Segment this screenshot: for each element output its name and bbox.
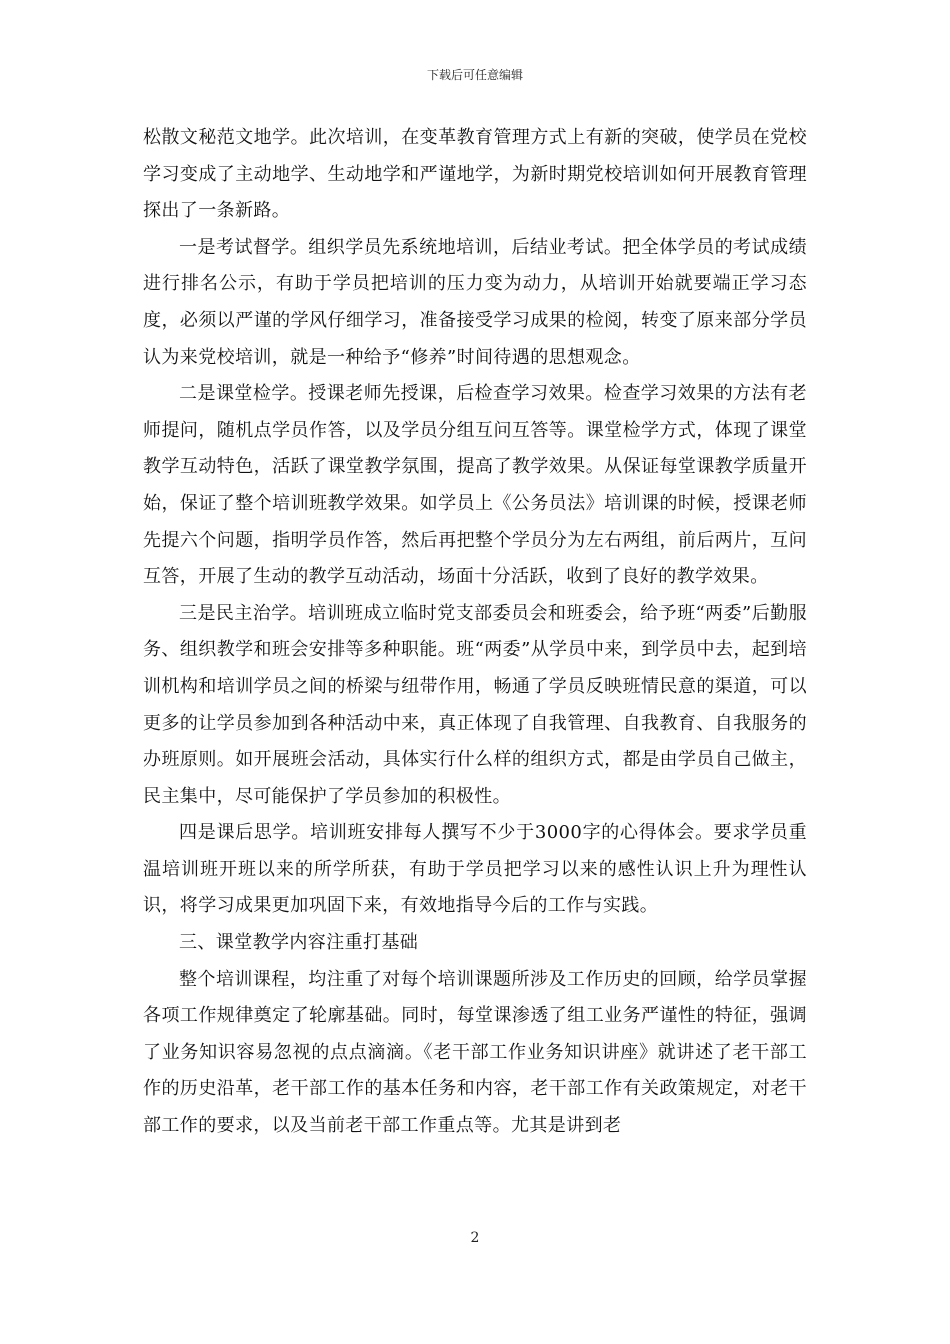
page-number: 2 (470, 1230, 480, 1246)
paragraph-2: 一是考试督学。组织学员先系统地培训，后结业考试。把全体学员的考试成绩进行排名公示，有助于学员把培训的压力变为动力，从培训开始就要端正学习态度，必须以严谨的学风仔细学习，准备接受学习成果的检阅，转变了原来部分学员认为来党校培训，就是一种给予“修养”时间待遇的思想观念。 (143, 236, 807, 368)
page-header: 下载后可任意编辑 (426, 68, 523, 82)
paragraph-5: 四是课后思学。培训班安排每人撰写不少于3000字的心得体会。要求学员重温培训班开班以来的所学所获，有助于学员把学习以来的感性认识上升为理性认识，将学习成果更加巩固下来，有效地指导今后的工作与实践。 (143, 822, 807, 917)
document-body (143, 120, 807, 1145)
paragraph-4: 三是民主治学。培训班成立临时党支部委员会和班委会，给予班“两委”后勤服务、组织教学和班会安排等多种职能。班“两委”从学员中来，到学员中去，起到培训机构和培训学员之间的桥梁与纽带作用，畅通了学员反映班情民意的渠道，可以更多的让学员参加到各种活动中来，真正体现了自我管理、自我教育、自我服务的办班原则。如开展班会活动，具体实行什么样的组织方式，都是由学员自己做主，民主集中，尽可能保护了学员参加的积极性。 (143, 602, 807, 807)
paragraph-6: 整个培训课程，均注重了对每个培训课题所涉及工作历史的回顾，给学员掌握各项工作规律奠定了轮廓基础。同时，每堂课渗透了组工业务严谨性的特征，强调了业务知识容易忽视的点点滴滴。《老干部工作业务知识讲座》就讲述了老干部工作的历史沿革，老干部工作的基本任务和内容，老干部工作有关政策规定，对老干部工作的要求，以及当前老干部工作重点等。尤其是讲到老 (143, 968, 807, 1137)
section-heading: 三、课堂教学内容注重打基础 (179, 932, 419, 954)
paragraph-3: 二是课堂检学。授课老师先授课，后检查学习效果。检查学习效果的方法有老师提问，随机点学员作答，以及学员分组互问互答等。课堂检学方式，体现了课堂教学互动特色，活跃了课堂教学氛围，提高了教学效果。从保证每堂课教学质量开始，保证了整个培训班教学效果。如学员上《公务员法》培训课的时候，授课老师先提六个问题，指明学员作答，然后再把整个学员分为左右两组，前后两片，互问互答，开展了生动的教学互动活动，场面十分活跃，收到了良好的教学效果。 (143, 383, 807, 588)
paragraph-1: 松散文秘范文地学。此次培训，在变革教育管理方式上有新的突破，使学员在党校学习变成了主动地学、生动地学和严谨地学，为新时期党校培训如何开展教育管理探出了一条新路。 (143, 127, 807, 222)
